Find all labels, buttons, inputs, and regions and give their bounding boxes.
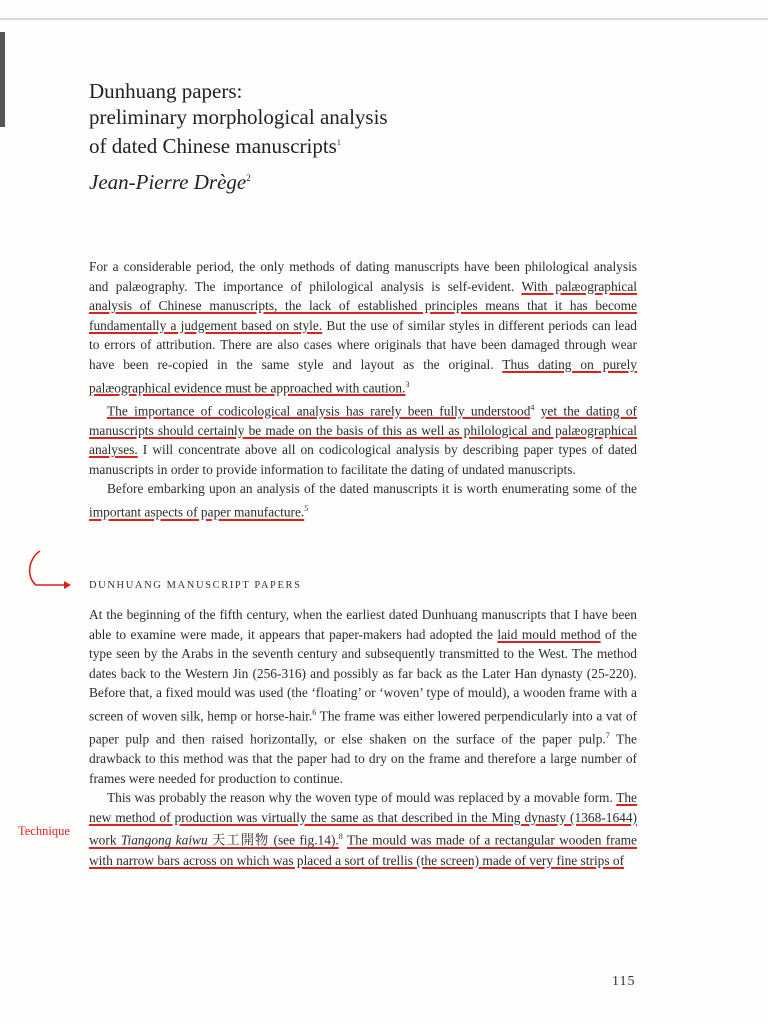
footnote-marker: 7 xyxy=(605,731,610,741)
scan-top-edge xyxy=(0,18,768,20)
work-title-chinese: 天工開物 xyxy=(211,832,270,848)
article-title xyxy=(89,78,388,159)
underlined-passage: important aspects of paper manufacture. xyxy=(89,504,305,520)
footnote-marker: 4 xyxy=(530,402,535,412)
scan-left-mark xyxy=(0,32,5,127)
footnote-marker: 6 xyxy=(312,707,317,717)
underlined-passage: Thus dating on purely palæographical evidence must be approached with caution. xyxy=(89,356,637,396)
author-footnote-marker: 2 xyxy=(246,173,251,183)
footnote-marker: 3 xyxy=(405,379,410,389)
curved-arrow-icon xyxy=(24,547,76,599)
work-title: Tiangong kaiwu xyxy=(120,832,208,848)
margin-note: Technique xyxy=(18,824,70,838)
paragraph-4: At the beginning of the fifth century, when the earliest dated Dunhuang manuscripts that I have been able to examine were made, it appears that paper-makers had adopted the laid mould method of the type seen by the Arabs in the seventh century and subsequently transmitted to the West. The method dates back to the Western Jin (256-316) and possibly as far back as the Later Han dynasty (25-220). Before that, a fixed mould was used (the ‘floating’ or ‘woven’ type of mould), a wooden frame with a screen of woven silk, hemp or horse-hair.$^6$ The frame was either lowered perpendicularly into a vat of paper pulp and then raised horizontally, or else shaken on the surface of the paper pulp.$^7$ The drawback to this method was that the paper had to dry on the frame and therefore a large number of frames were needed for production to continue. xyxy=(89,607,638,786)
underlined-passage: The new method of production was virtually the same as that described in the Ming dynasty (1368-1644) work Tiangong kaiwu 天工開物 (see fig.14). xyxy=(89,790,638,848)
paragraph-3: Before embarking upon an analysis of the dated manuscripts it is worth enumerating some of the important aspects of paper manufacture.$^5$ xyxy=(89,481,637,520)
paragraph-2: The importance of codicological analysis has rarely been fully understood$^4$ yet the dating of manuscripts should certainly be made on the basis of this as well as philological and palæographical analyses. I will concentrate above all on codicological analysis by describing paper types of dated manuscripts in order to provide information to facilitate the dating of undated manuscripts. xyxy=(89,402,637,477)
paragraph-5: This was probably the reason why the woven type of mould was replaced by a movable form. The new method of production was virtually the same as that described in the Ming dynasty (1368-1644) work Tiangong kaiwu 天工開物 (see fig.14).$^8$ The mould was made of a rectangular wooden frame with narrow bars across on which was placed a sort of trellis (the screen) made of very fine strips of xyxy=(89,790,638,868)
underlined-passage: laid mould method xyxy=(497,626,601,642)
underlined-passage: With palæographical analysis of Chinese manuscripts, the lack of established principles means that it has become fundamentally a judgement based on style. xyxy=(89,278,638,333)
underlined-passage: The importance of codicological analysis has rarely been fully understood xyxy=(107,403,531,419)
section-intro xyxy=(89,257,637,522)
page-number: 115 xyxy=(612,974,636,989)
section-manuscript-papers xyxy=(89,605,637,870)
underlined-passage: The mould was made of a rectangular wooden frame with narrow bars across on which was placed a sort of trellis (the screen) made of very fine strips of xyxy=(89,832,637,868)
paragraph-1: For a considerable period, the only methods of dating manuscripts have been philological analysis and palæography. The importance of philological analysis is self-evident. With palæographical analysis of Chinese manuscripts, the lack of established principles means that it has become fundamentally a judgement based on style. But the use of similar styles in different periods can lead to errors of attribution. There are also cases where originals that have been damaged through wear have been re-copied in the same style and layout as the original. Thus dating on purely palæographical evidence must be approached with caution.$^3$ xyxy=(89,259,638,396)
section-heading: DUNHUANG MANUSCRIPT PAPERS xyxy=(89,580,302,591)
title-line-1: Dunhuang papers: xyxy=(89,79,243,103)
underlined-passage: yet the dating of manuscripts should certainly be made on the basis of this as well as philological and palæographical analyses. xyxy=(89,403,637,458)
author-name: Jean-Pierre Drège$^2$ xyxy=(89,170,251,194)
title-line-3: of dated Chinese manuscripts$^1$ xyxy=(89,134,341,158)
footnote-marker: 8 xyxy=(338,832,343,842)
footnote-marker: 5 xyxy=(304,504,309,514)
title-footnote-marker: 1 xyxy=(336,138,341,147)
title-line-2: preliminary morphological analysis xyxy=(89,105,388,129)
